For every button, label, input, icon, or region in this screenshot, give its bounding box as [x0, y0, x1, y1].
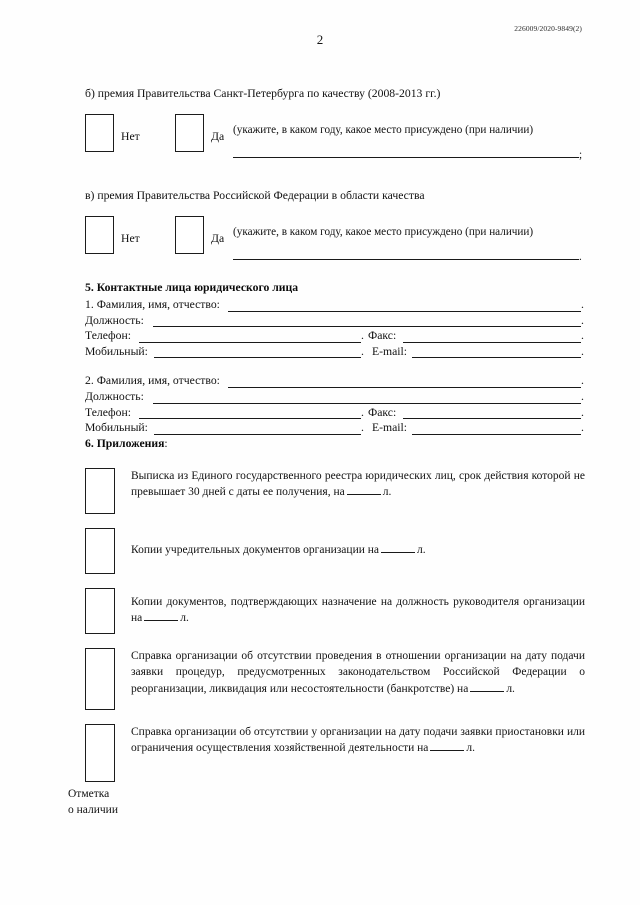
- contact-1-email-input[interactable]: [412, 357, 581, 358]
- attachment-text-before: Справка организации об отсутствии проведения в отношении организации на дату подачи заявки процедур, предусмотренных законодательством Российской Федерации о реорганизации, ликвидация или несостоятельности (банкротстве) на: [131, 650, 585, 695]
- contact-2-phone-row: [85, 406, 585, 422]
- checkbox-yes-label-b: Да: [211, 129, 225, 143]
- contact-1-phone-row: [85, 329, 585, 345]
- attachment-text: [131, 588, 585, 627]
- contact-2-position-dot: .: [581, 389, 584, 403]
- contact-2-mobile-input[interactable]: [154, 434, 361, 435]
- award-title-b: б) премия Правительства Санкт-Петербурга по качеству (2008-2013 гг.): [85, 87, 441, 100]
- contact-2-name-label: 2. Фамилия, имя, отчество:: [85, 374, 220, 388]
- attachment-checkbox[interactable]: [85, 468, 115, 514]
- attachment-item: [85, 588, 585, 634]
- contact-2-phone-dot: .: [361, 405, 364, 419]
- contact-1-position-input[interactable]: [153, 326, 581, 327]
- contact-1-position-label: Должность:: [85, 313, 144, 327]
- contact-2-phone-input[interactable]: [139, 418, 361, 419]
- attachment-item: [85, 724, 585, 782]
- award-choice-row-b: [85, 114, 585, 166]
- award-hint-b: (укажите, в каком году, какое место присуждено (при наличии): [233, 123, 534, 136]
- contact-2-name-input[interactable]: [228, 387, 581, 388]
- award-block-b: [85, 86, 585, 166]
- section-6: [85, 437, 585, 450]
- attachment-text: [131, 468, 585, 501]
- contact-2-mobile-row: [85, 421, 585, 437]
- attachment-text-after: л.: [382, 486, 392, 499]
- attachment-item: [85, 648, 585, 710]
- checkbox-no-label-v: Нет: [121, 231, 140, 245]
- contact-block-1: [85, 298, 585, 360]
- contact-1-name-dot: .: [581, 298, 584, 311]
- contact-1-mobile-row: [85, 345, 585, 361]
- attachment-text: [131, 528, 585, 558]
- contact-2-position-label: Должность:: [85, 389, 144, 403]
- contact-1-fax-input[interactable]: [403, 342, 581, 343]
- contact-1-email-label: E-mail:: [372, 344, 408, 358]
- attachment-checkbox[interactable]: [85, 528, 115, 574]
- checkbox-no-b[interactable]: [85, 114, 114, 152]
- award-title-v: в) премия Правительства Российской Федерации в области качества: [85, 189, 425, 202]
- contact-1-email-dot: .: [581, 344, 584, 358]
- award-fill-line-v[interactable]: [233, 259, 579, 260]
- contact-2-fax-input[interactable]: [403, 418, 581, 419]
- contact-2-email-label: E-mail:: [372, 421, 408, 435]
- section-6-heading-text: 6. Приложения: [85, 437, 165, 450]
- contact-2-name-dot: .: [581, 374, 584, 388]
- award-fill-line-row-v: [233, 251, 585, 263]
- footnote-line-2: о наличии: [68, 804, 118, 816]
- award-fill-line-b[interactable]: [233, 157, 579, 158]
- attachment-text-before: Копии учредительных документов организации на: [131, 544, 380, 556]
- attachment-list: [85, 468, 585, 796]
- attachment-checkbox[interactable]: [85, 648, 115, 710]
- contact-2-position-input[interactable]: [153, 403, 581, 404]
- contact-1-position-row: [85, 314, 585, 330]
- contact-2-mobile-label: Мобильный:: [85, 421, 148, 435]
- contact-1-phone-label: Телефон:: [85, 329, 131, 343]
- checkbox-no-v[interactable]: [85, 216, 114, 254]
- checkbox-no-label-b: Нет: [121, 129, 140, 143]
- award-block-v: [85, 188, 585, 268]
- award-hint-v: (укажите, в каком году, какое место присуждено (при наличии): [233, 225, 534, 238]
- checkbox-yes-label-v: Да: [211, 231, 225, 245]
- section-5: [85, 281, 585, 437]
- contact-block-2: [85, 374, 585, 436]
- attachment-text-before: Справка организации об отсутствии у организации на дату подачи заявки приостановки или ограничения осуществления хозяйственной деятельности на: [131, 726, 585, 755]
- contact-1-mobile-input[interactable]: [154, 357, 361, 358]
- attachment-item: [85, 468, 585, 514]
- attachment-pages-blank[interactable]: [347, 494, 381, 495]
- attachment-item: [85, 528, 585, 574]
- contact-2-position-row: [85, 390, 585, 406]
- contact-1-phone-input[interactable]: [139, 342, 361, 343]
- checkbox-yes-b[interactable]: [175, 114, 204, 152]
- contact-2-email-dot: .: [581, 421, 584, 435]
- contact-2-fax-label: Факс:: [368, 405, 397, 419]
- attachment-text: [131, 724, 585, 757]
- footnote-line-1: Отметка: [68, 788, 110, 800]
- attachment-text-after: л.: [180, 612, 189, 625]
- award-fill-line-row-b: [233, 149, 585, 161]
- attachment-pages-blank[interactable]: [144, 620, 178, 621]
- page-number: 2: [316, 32, 324, 47]
- attachment-text: [131, 648, 585, 697]
- attachment-pages-blank[interactable]: [430, 750, 464, 751]
- attachment-pages-blank[interactable]: [470, 691, 504, 692]
- checkbox-yes-v[interactable]: [175, 216, 204, 254]
- contact-1-mobile-label: Мобильный:: [85, 344, 148, 358]
- contact-2-name-row: [85, 374, 585, 390]
- contact-1-phone-dot: .: [361, 329, 364, 343]
- section-5-heading: 5. Контактные лица юридического лица: [85, 281, 299, 294]
- section-6-heading: [85, 437, 585, 450]
- attachment-checkbox[interactable]: [85, 588, 115, 634]
- award-choice-row-v: [85, 216, 585, 268]
- contact-1-mobile-dot: .: [361, 344, 364, 358]
- attachment-text-before: Копии документов, подтверждающих назначение на должность руководителя организации на: [131, 596, 585, 625]
- contact-2-phone-label: Телефон:: [85, 405, 131, 419]
- contact-1-fax-label: Факс:: [368, 329, 397, 343]
- contact-2-email-input[interactable]: [412, 434, 581, 435]
- contact-1-name-row: [85, 298, 585, 314]
- contact-1-fax-dot: .: [581, 329, 584, 343]
- section-6-heading-colon: :: [164, 437, 168, 450]
- award-terminator-v: .: [579, 250, 582, 263]
- attachment-text-before: Выписка из Единого государственного реестра юридических лиц, срок действия которой не превышает 30 дней с даты ее получения, на: [131, 470, 585, 499]
- attachment-text-after: л.: [417, 544, 426, 556]
- award-terminator-b: ;: [579, 148, 583, 161]
- contact-1-position-dot: .: [581, 313, 584, 327]
- attachment-checkbox[interactable]: [85, 724, 115, 782]
- document-id-stamp: 226009/2020-9849(2): [514, 24, 582, 33]
- attachment-text-after: л.: [466, 742, 476, 755]
- contact-2-mobile-dot: .: [361, 421, 364, 435]
- contact-1-name-input[interactable]: [228, 311, 581, 312]
- contact-1-name-label: 1. Фамилия, имя, отчество:: [85, 298, 220, 311]
- contact-2-fax-dot: .: [581, 405, 584, 419]
- attachment-pages-blank[interactable]: [381, 552, 415, 553]
- attachment-text-after: л.: [506, 682, 515, 695]
